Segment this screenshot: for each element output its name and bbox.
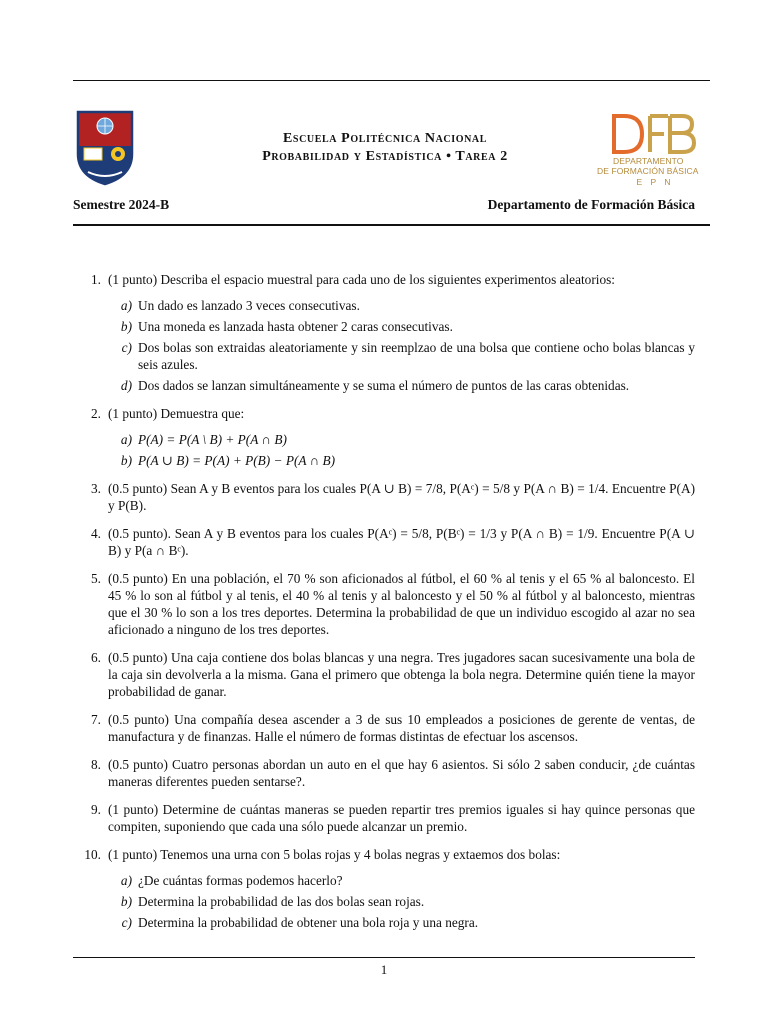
- department-label: Departamento de Formación Básica: [487, 197, 695, 212]
- dfb-line3: E P N: [636, 177, 674, 187]
- question-number: 1.: [91, 272, 101, 287]
- dfb-line2: DE FORMACIÓN BÁSICA: [597, 166, 699, 176]
- question-list: [73, 271, 695, 931]
- question-10-item-b: b) Determina la probabilidad de las dos bolas sean rojas.: [120, 894, 425, 909]
- question-2: 2. (1 punto) Demuestra que:: [91, 406, 245, 421]
- question-9: 9. (1 punto) Determine de cuántas maneras se pueden repartir tres premios iguales si hay quince personas que compiten, suponiendo que cada una sólo puede alcanzar un premio.: [91, 802, 695, 834]
- question-10-item-a: a) ¿De cuántas formas podemos hacerlo?: [120, 873, 343, 888]
- question-4: 4. (0.5 punto). Sean A y B eventos para los cuales P(Aᶜ) = 5/8, P(Bᶜ) = 1/3 y P(A ∩ B) = 1/9. Encuentre P(A ∪ B) y P(a ∩ Bᶜ).: [91, 526, 695, 558]
- question-1-item-c: c) Dos bolas son extraidas aleatoriamente y sin reemplzao de una bolsa que contiene ocho bolas blancas y seis azules.: [121, 340, 695, 372]
- institution-title: Escuela Politécnica Nacional: [282, 131, 488, 146]
- question-3: 3. (0.5 punto) Sean A y B eventos para los cuales P(A ∪ B) = 7/8, P(Aᶜ) = 5/8 y P(A ∩ B) = 1/4. Encuentre P(A) y P(B).: [91, 481, 695, 513]
- course-title: Probabilidad y Estadística • Tarea 2: [262, 149, 508, 164]
- question-1-item-a: a) Un dado es lanzado 3 veces consecutivas.: [120, 298, 360, 313]
- dfb-logo-text: [597, 156, 707, 187]
- question-1: [73, 271, 695, 288]
- footer-rule: [73, 957, 695, 958]
- question-10: 10. (1 punto) Tenemos una urna con 5 bolas rojas y 4 bolas negras y extaemos dos bolas:: [84, 847, 561, 862]
- dfb-line1: DEPARTAMENTO: [613, 156, 684, 166]
- question-7: 7. (0.5 punto) Una compañía desea ascender a 3 de sus 10 empleados a posiciones de gerente de ventas, de manufactura y de finanzas. Halle el número de formas distintas de efectuar los ascensos.: [91, 712, 695, 744]
- question-10-item-c: c) Determina la probabilidad de obtener una bola roja y una negra.: [121, 915, 479, 930]
- question-1-item-b: b) Una moneda es lanzada hasta obtener 2 caras consecutivas.: [120, 319, 453, 334]
- top-rule: [73, 80, 710, 81]
- question-5: 5. (0.5 punto) En una población, el 70 % son aficionados al fútbol, el 60 % al tenis y el 65 % al baloncesto. El 45 % lo son al fútbol y al tenis, el 40 % al tenis y al baloncesto y el 50 % al fútbol y al baloncesto, mientras que el 30 % lo son a los tres deportes. Determina la probabilidad de que un individuo escogido al azar no sea aficionado a ninguno de los tres deportes.: [91, 571, 695, 637]
- question-2-item-a: a) P(A) = P(A \ B) + P(A ∩ B): [120, 432, 287, 447]
- university-crest-icon: [76, 110, 134, 186]
- question-8: 8. (0.5 punto) Cuatro personas abordan un auto en el que hay 6 asientos. Si sólo 2 saben conducir, ¿de cuántas maneras diferentes pueden sentarse?.: [91, 757, 695, 789]
- question-2-item-b: b) P(A ∪ B) = P(A) + P(B) − P(A ∩ B): [120, 453, 336, 468]
- semester-label: Semestre 2024-B: [73, 197, 170, 212]
- question-6: 6. (0.5 punto) Una caja contiene dos bolas blancas y una negra. Tres jugadores sacan sucesivamente una bola de la caja sin devolverla a la misma. Gana el primero que obtenga la bola negra. Determine quién tiene la mayor probabilidad de ganar.: [91, 650, 695, 699]
- page-number: 1: [380, 962, 388, 977]
- header-rule: [73, 224, 710, 226]
- question-1-item-d: d) Dos dados se lanzan simultáneamente y se suma el número de puntos de las caras obtenidas.: [120, 378, 630, 393]
- question-text: (1 punto) Describa el espacio muestral para cada uno de los siguientes experimentos aleatorios:: [108, 272, 615, 287]
